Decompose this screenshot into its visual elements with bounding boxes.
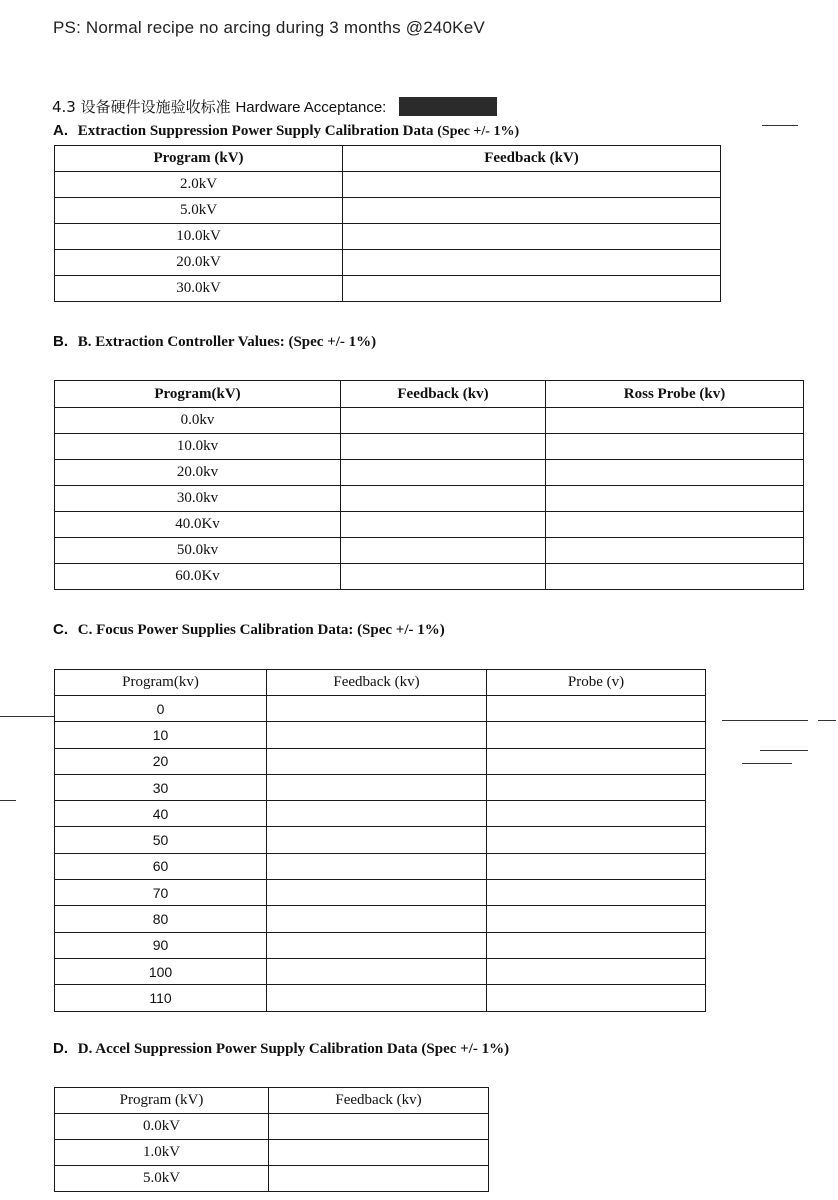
table-d-letter: D. — [53, 1040, 68, 1057]
table-c-probe-cell[interactable] — [487, 880, 706, 906]
table-c-heading — [53, 621, 445, 639]
table-row — [55, 696, 706, 722]
table-c-program-cell: 0 — [55, 696, 267, 722]
table-c-probe-cell[interactable] — [487, 985, 706, 1011]
table-c-program-cell: 60 — [55, 853, 267, 879]
table-c-program-cell: 80 — [55, 906, 267, 932]
table-a-program-cell: 2.0kV — [55, 172, 343, 198]
table-a-feedback-cell[interactable] — [343, 224, 721, 250]
table-c-feedback-cell[interactable] — [267, 801, 487, 827]
section-title-en: Hardware Acceptance: — [235, 99, 387, 116]
table-row — [55, 198, 721, 224]
stray-mark — [760, 750, 808, 751]
table-b-feedback-cell[interactable] — [341, 486, 546, 512]
table-row — [55, 906, 706, 932]
section-title-cn: 设备硬件设施验收标准 — [80, 98, 231, 116]
table-d-feedback-cell[interactable] — [269, 1114, 489, 1140]
table-c-letter: C. — [53, 621, 68, 638]
table-row — [55, 172, 721, 198]
table-d-header-feedback: Feedback (kv) — [269, 1088, 489, 1114]
table-c-feedback-cell[interactable] — [267, 722, 487, 748]
table-a-feedback-cell[interactable] — [343, 198, 721, 224]
table-row — [55, 276, 721, 302]
table-c-program-cell: 10 — [55, 722, 267, 748]
table-row — [55, 224, 721, 250]
table-b-ross-probe-cell[interactable] — [546, 538, 804, 564]
table-b-program-cell: 10.0kv — [55, 434, 341, 460]
table-a-program-cell: 5.0kV — [55, 198, 343, 224]
table-c-probe-cell[interactable] — [487, 853, 706, 879]
table-row — [55, 538, 804, 564]
table-d-heading — [53, 1040, 509, 1058]
table-b-feedback-cell[interactable] — [341, 460, 546, 486]
table-c-header-feedback: Feedback (kv) — [267, 670, 487, 696]
table-row — [55, 250, 721, 276]
table-c-feedback-cell[interactable] — [267, 748, 487, 774]
table-row — [55, 460, 804, 486]
table-c-program-cell: 90 — [55, 932, 267, 958]
table-c-program-cell: 30 — [55, 774, 267, 800]
table-row — [55, 985, 706, 1011]
table-b-heading — [53, 333, 376, 351]
redacted-block — [399, 97, 497, 116]
table-a — [54, 145, 721, 302]
table-c-probe-cell[interactable] — [487, 774, 706, 800]
table-a-feedback-cell[interactable] — [343, 276, 721, 302]
table-c-feedback-cell[interactable] — [267, 880, 487, 906]
table-b-program-cell: 60.0Kv — [55, 564, 341, 590]
table-b-ross-probe-cell[interactable] — [546, 434, 804, 460]
table-c-probe-cell[interactable] — [487, 827, 706, 853]
table-b — [54, 380, 804, 590]
stray-mark — [818, 720, 836, 721]
table-c-probe-cell[interactable] — [487, 696, 706, 722]
table-a-program-cell: 10.0kV — [55, 224, 343, 250]
table-c-program-cell: 50 — [55, 827, 267, 853]
table-c-probe-cell[interactable] — [487, 906, 706, 932]
table-b-program-cell: 50.0kv — [55, 538, 341, 564]
table-d-program-cell: 0.0kV — [55, 1114, 269, 1140]
table-c-header-program: Program(kv) — [55, 670, 267, 696]
table-b-feedback-cell[interactable] — [341, 538, 546, 564]
table-row — [55, 932, 706, 958]
table-b-ross-probe-cell[interactable] — [546, 512, 804, 538]
table-row — [55, 880, 706, 906]
table-a-letter: A. — [53, 122, 68, 139]
table-c-header-probe: Probe (v) — [487, 670, 706, 696]
table-row — [55, 827, 706, 853]
table-c-feedback-cell[interactable] — [267, 696, 487, 722]
table-row — [55, 774, 706, 800]
table-row — [55, 486, 804, 512]
table-row — [55, 1114, 489, 1140]
table-row — [55, 722, 706, 748]
table-row — [55, 1166, 489, 1192]
table-c-probe-cell[interactable] — [487, 958, 706, 984]
table-b-program-cell: 20.0kv — [55, 460, 341, 486]
table-b-letter: B. — [53, 333, 68, 350]
table-row — [55, 434, 804, 460]
table-c-feedback-cell[interactable] — [267, 958, 487, 984]
table-a-spec: (Spec +/- 1%) — [437, 124, 520, 139]
table-c-feedback-cell[interactable] — [267, 932, 487, 958]
section-title — [52, 96, 497, 117]
table-c-probe-cell[interactable] — [487, 932, 706, 958]
table-row — [55, 512, 804, 538]
table-a-title: Extraction Suppression Power Supply Calibration Data — [77, 123, 434, 139]
table-b-program-cell: 0.0kv — [55, 408, 341, 434]
table-b-feedback-cell[interactable] — [341, 512, 546, 538]
table-b-feedback-cell[interactable] — [341, 434, 546, 460]
table-c-program-cell: 100 — [55, 958, 267, 984]
table-row — [55, 748, 706, 774]
table-row — [55, 564, 804, 590]
table-b-feedback-cell[interactable] — [341, 408, 546, 434]
table-a-header-feedback: Feedback (kV) — [343, 146, 721, 172]
table-a-program-cell: 20.0kV — [55, 250, 343, 276]
table-b-program-cell: 30.0kv — [55, 486, 341, 512]
table-c-probe-cell[interactable] — [487, 722, 706, 748]
table-b-ross-probe-cell[interactable] — [546, 564, 804, 590]
table-a-feedback-cell[interactable] — [343, 172, 721, 198]
table-row — [55, 853, 706, 879]
table-row — [55, 1140, 489, 1166]
table-b-header-feedback: Feedback (kv) — [341, 381, 546, 408]
table-c-probe-cell[interactable] — [487, 748, 706, 774]
table-c-feedback-cell[interactable] — [267, 774, 487, 800]
table-c-probe-cell[interactable] — [487, 801, 706, 827]
stray-mark — [742, 763, 792, 764]
table-c-program-cell: 70 — [55, 880, 267, 906]
table-b-ross-probe-cell[interactable] — [546, 460, 804, 486]
table-c-feedback-cell[interactable] — [267, 853, 487, 879]
table-row — [55, 408, 804, 434]
table-c-program-cell: 40 — [55, 801, 267, 827]
table-c-program-cell: 110 — [55, 985, 267, 1011]
stray-mark — [0, 800, 16, 801]
section-number: 4.3 — [52, 98, 76, 116]
table-c-program-cell: 20 — [55, 748, 267, 774]
table-c-feedback-cell[interactable] — [267, 827, 487, 853]
table-b-header-ross-probe: Ross Probe (kv) — [546, 381, 804, 408]
table-a-header-program: Program (kV) — [55, 146, 343, 172]
table-d-program-cell: 5.0kV — [55, 1166, 269, 1192]
stray-mark — [0, 716, 54, 717]
table-a-feedback-cell[interactable] — [343, 250, 721, 276]
table-b-title: B. Extraction Controller Values: (Spec +/- 1%) — [77, 334, 377, 350]
table-c-feedback-cell[interactable] — [267, 985, 487, 1011]
stray-mark — [722, 720, 808, 721]
table-d-feedback-cell[interactable] — [269, 1140, 489, 1166]
table-b-header-program: Program(kV) — [55, 381, 341, 408]
table-d-program-cell: 1.0kV — [55, 1140, 269, 1166]
ps-note: PS: Normal recipe no arcing during 3 months @240KeV — [53, 18, 485, 37]
table-d — [54, 1087, 489, 1192]
table-c-feedback-cell[interactable] — [267, 906, 487, 932]
table-row — [55, 958, 706, 984]
table-row — [55, 801, 706, 827]
table-a-program-cell: 30.0kV — [55, 276, 343, 302]
table-b-ross-probe-cell[interactable] — [546, 486, 804, 512]
stray-mark — [762, 125, 798, 126]
table-d-feedback-cell[interactable] — [269, 1166, 489, 1192]
table-c-title: C. Focus Power Supplies Calibration Data: (Spec +/- 1%) — [77, 622, 445, 638]
table-b-ross-probe-cell[interactable] — [546, 408, 804, 434]
table-a-heading — [53, 122, 519, 140]
table-c — [54, 669, 706, 1012]
table-d-header-program: Program (kV) — [55, 1088, 269, 1114]
table-d-title: D. Accel Suppression Power Supply Calibration Data (Spec +/- 1%) — [77, 1041, 510, 1057]
table-b-feedback-cell[interactable] — [341, 564, 546, 590]
table-b-program-cell: 40.0Kv — [55, 512, 341, 538]
